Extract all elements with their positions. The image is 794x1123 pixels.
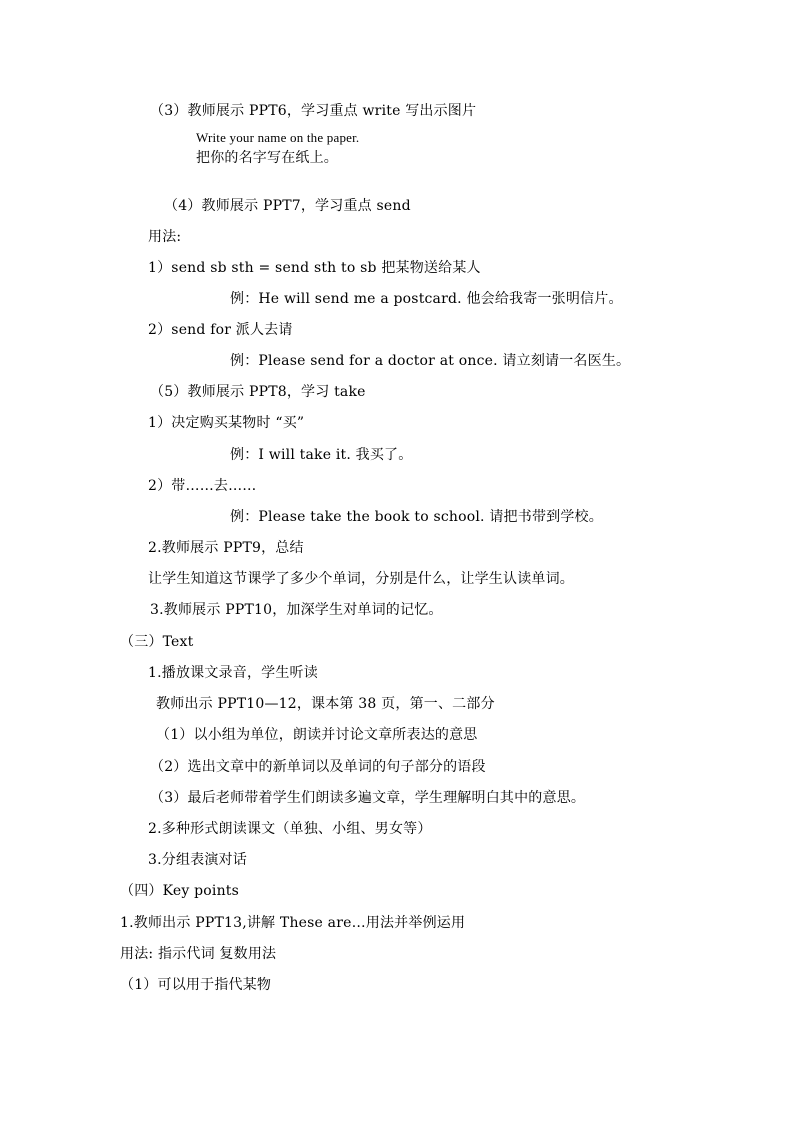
memory-step: 3.教师展示 PPT10，加深学生对单词的记忆。 <box>150 602 443 618</box>
text-step-2: 2.多种形式朗读课文（单独、小组、男女等） <box>148 821 432 837</box>
example-write-chinese: 把你的名字写在纸上。 <box>196 150 338 166</box>
step-5-take: （5）教师展示 PPT8，学习 take <box>150 384 366 400</box>
text-step-1: 1.播放课文录音，学生听读 <box>148 665 318 681</box>
take-usage-1: 1）决定购买某物时 “买” <box>148 415 305 431</box>
text-step-3: 3.分组表演对话 <box>148 852 247 868</box>
usage-label-send: 用法: <box>148 229 182 245</box>
send-usage-1: 1）send sb sth = send sth to sb 把某物送给某人 <box>148 260 481 276</box>
take-example-1: 例：I will take it. 我买了。 <box>230 447 413 463</box>
section-key-points-heading: （四）Key points <box>120 883 240 899</box>
take-example-2: 例：Please take the book to school. 请把书带到学校。 <box>230 509 603 525</box>
step-4-send: （4）教师展示 PPT7，学习重点 send <box>164 198 411 214</box>
send-usage-2: 2）send for 派人去请 <box>148 322 293 338</box>
send-example-2: 例：Please send for a doctor at once. 请立刻请一名医生。 <box>230 353 631 369</box>
summary-text: 让学生知道这节课学了多少个单词，分别是什么，让学生认读单词。 <box>148 571 574 587</box>
key-point-1: 1.教师出示 PPT13,讲解 These are…用法并举例运用 <box>120 915 466 931</box>
text-substep-1: （1）以小组为单位，朗读并讨论文章所表达的意思 <box>156 727 478 743</box>
take-usage-2: 2）带……去…… <box>148 478 257 494</box>
send-example-1: 例：He will send me a postcard. 他会给我寄一张明信片。 <box>230 291 623 307</box>
summary-heading: 2.教师展示 PPT9，总结 <box>148 540 304 556</box>
key-point-usage: 用法: 指示代词 复数用法 <box>120 946 277 962</box>
text-substep-3: （3）最后老师带着学生们朗读多遍文章，学生理解明白其中的意思。 <box>150 790 586 806</box>
example-write-english: Write your name on the paper. <box>196 130 360 145</box>
step-3-write: （3）教师展示 PPT6，学习重点 write 写出示图片 <box>150 103 477 119</box>
section-text-heading: （三）Text <box>120 634 194 650</box>
key-point-usage-1: （1）可以用于指代某物 <box>120 977 272 993</box>
text-step-1-detail: 教师出示 PPT10—12，课本第 38 页，第一、二部分 <box>156 696 495 712</box>
text-substep-2: （2）选出文章中的新单词以及单词的句子部分的语段 <box>150 759 486 775</box>
